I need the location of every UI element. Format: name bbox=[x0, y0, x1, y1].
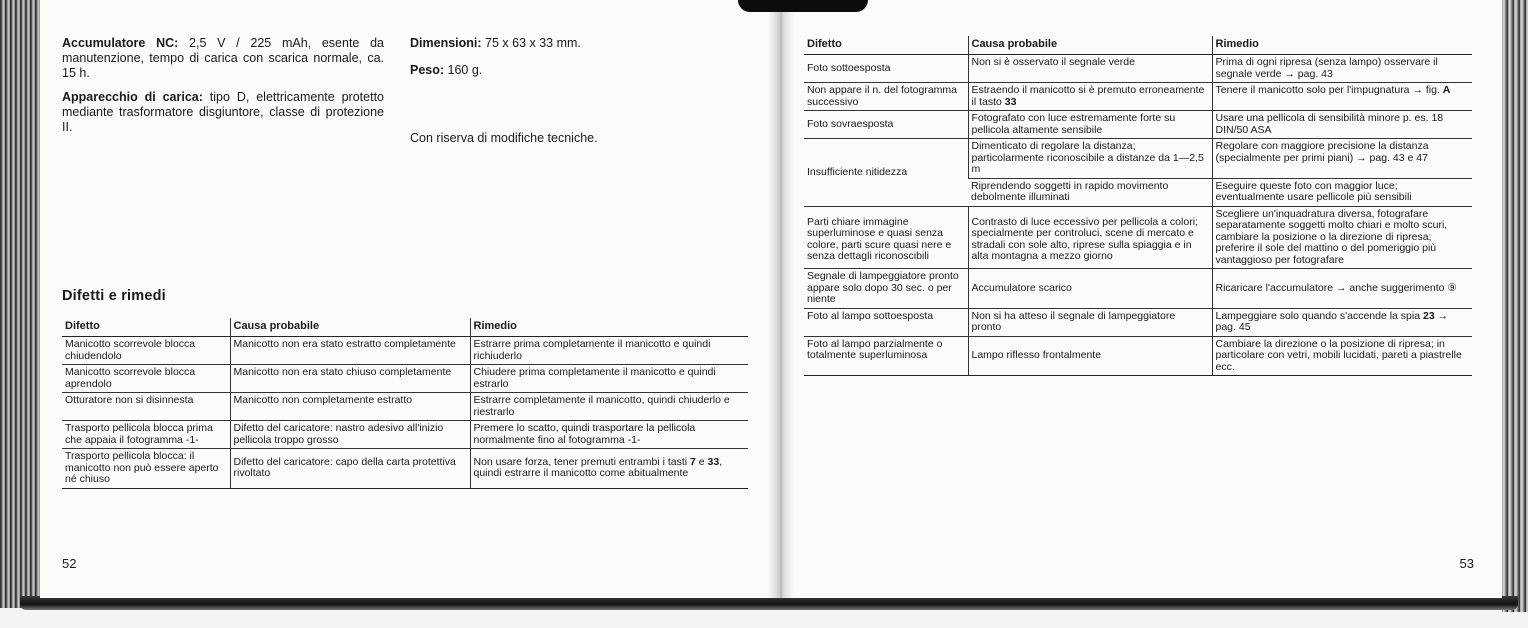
book-gutter bbox=[768, 0, 794, 598]
cell-cause: Manicotto non era stato estratto completamente bbox=[230, 337, 470, 365]
table-row bbox=[62, 337, 748, 365]
cell-cause: Contrasto di luce eccessivo per pellicola a colori; specialmente per controluci, scene di mercato e stradali con sole alto, riprese sulla spiaggia e in alta montagna a mezzo giorno bbox=[968, 206, 1212, 269]
cell-cause: Difetto del caricatore: nastro adesivo all'inizio pellicola troppo grosso bbox=[230, 421, 470, 449]
table-row bbox=[804, 269, 1472, 309]
table-row bbox=[804, 308, 1472, 336]
cell-defect: Manicotto scorrevole blocca aprendolo bbox=[62, 365, 230, 393]
specs-column-left bbox=[62, 36, 384, 144]
table-row bbox=[804, 206, 1472, 269]
table-row bbox=[804, 111, 1472, 139]
header-remedy: Rimedio bbox=[470, 318, 748, 337]
cell-remedy: Eseguire queste foto con maggior luce; eventualmente usare pellicole più sensibili bbox=[1212, 178, 1472, 206]
cell-cause: Non si è osservato il segnale verde bbox=[968, 55, 1212, 83]
spec-charger-text: tipo D, elettricamente protetto mediante trasformatore disgiuntore, classe di protezione II. bbox=[62, 90, 384, 134]
cell-remedy bbox=[1212, 83, 1472, 111]
defects-table-left bbox=[62, 318, 748, 489]
table-header-row bbox=[62, 318, 748, 337]
table-row bbox=[62, 393, 748, 421]
page-number-left: 52 bbox=[62, 556, 77, 571]
book-spine-top bbox=[738, 0, 868, 12]
cell-cause: Accumulatore scarico bbox=[968, 269, 1212, 309]
page-edges-right bbox=[1502, 0, 1528, 612]
cell-remedy: Estrarre completamente il manicotto, quindi chiuderlo e riestrarlo bbox=[470, 393, 748, 421]
cell-defect: Otturatore non si disinnesta bbox=[62, 393, 230, 421]
remedy-text-c: , quindi estrarre il manicotto come abitualmente bbox=[473, 455, 723, 480]
header-defect: Difetto bbox=[804, 36, 968, 55]
specs-column-right bbox=[410, 36, 740, 90]
cell-remedy: Premere lo scatto, quindi trasportare la pellicola normalmente fino al fotogramma -1- bbox=[470, 421, 748, 449]
cell-defect: Parti chiare immagine superluminose e quasi senza colore, parti scure quasi nere e senza dettagli riconoscibili bbox=[804, 206, 968, 269]
cell-defect: Non appare il n. del fotogramma successivo bbox=[804, 83, 968, 111]
remedy-text-a: Non usare forza, tener premuti entrambi i tasti bbox=[473, 455, 691, 468]
cell-defect: Foto sovraesposta bbox=[804, 111, 968, 139]
key-ref: 7 bbox=[690, 455, 696, 468]
table-row bbox=[804, 55, 1472, 83]
cell-cause: Lampo riflesso frontalmente bbox=[968, 336, 1212, 376]
header-cause: Causa probabile bbox=[968, 36, 1212, 55]
technical-changes-notice: Con riserva di modifiche tecniche. bbox=[410, 131, 598, 145]
key-ref: 33 bbox=[1004, 95, 1017, 108]
cause-text: Estraendo il manicotto si è premuto erroneamente il tasto bbox=[971, 84, 1205, 108]
cell-remedy: Regolare con maggiore precisione la distanza (specialmente per primi piani) → pag. 43 e 47 bbox=[1212, 139, 1472, 179]
defects-table-right bbox=[804, 36, 1472, 376]
header-remedy: Rimedio bbox=[1212, 36, 1472, 55]
cell-cause: Manicotto non era stato chiuso completamente bbox=[230, 365, 470, 393]
table-header-row bbox=[804, 36, 1472, 55]
spec-dimensions-label: Dimensioni: bbox=[410, 36, 482, 50]
spec-weight-label: Peso: bbox=[410, 63, 445, 77]
header-defect: Difetto bbox=[62, 318, 230, 337]
key-ref: 23 bbox=[1422, 309, 1435, 322]
right-page bbox=[780, 0, 1502, 598]
cell-remedy bbox=[470, 449, 748, 489]
page-edges-left bbox=[0, 0, 40, 608]
spec-charger-label: Apparecchio di carica: bbox=[62, 90, 203, 104]
table-row bbox=[62, 421, 748, 449]
spec-weight bbox=[410, 63, 740, 78]
cell-remedy: Ricaricare l'accumulatore → anche suggerimento ⑨ bbox=[1212, 269, 1472, 309]
cell-cause: Dimenticato di regolare la distanza; particolarmente riconoscibile a distanze da 1—2,5 m bbox=[968, 139, 1212, 179]
page-number-right: 53 bbox=[1459, 556, 1474, 571]
spec-charger bbox=[62, 90, 384, 135]
left-page bbox=[40, 0, 780, 598]
cell-cause: Riprendendo soggetti in rapido movimento debolmente illuminati bbox=[968, 178, 1212, 206]
cell-remedy: Prima di ogni ripresa (senza lampo) osservare il segnale verde → pag. 43 bbox=[1212, 55, 1472, 83]
cell-defect: Insufficiente nitidezza bbox=[804, 139, 968, 207]
header-cause: Causa probabile bbox=[230, 318, 470, 337]
key-ref: 33 bbox=[707, 455, 720, 468]
spec-battery-label: Accumulatore NC: bbox=[62, 36, 179, 50]
remedy-text: Lampeggiare solo quando s'accende la spia bbox=[1215, 309, 1423, 322]
spec-battery bbox=[62, 36, 384, 81]
remedy-text: Tenere il manicotto solo per l'impugnatura → fig. bbox=[1215, 84, 1443, 96]
spec-dimensions bbox=[410, 36, 740, 51]
cell-cause bbox=[968, 83, 1212, 111]
cell-cause: Non si ha atteso il segnale di lampeggiatore pronto bbox=[968, 308, 1212, 336]
cell-cause: Manicotto non completamente estratto bbox=[230, 393, 470, 421]
cell-remedy bbox=[1212, 308, 1472, 336]
cell-remedy: Cambiare la direzione o la posizione di ripresa; in particolare con vetri, mobili lucidati, pareti a piastrelle ecc. bbox=[1212, 336, 1472, 376]
cell-defect: Segnale di lampeggiatore pronto appare solo dopo 30 sec. o per niente bbox=[804, 269, 968, 309]
cell-defect: Trasporto pellicola blocca prima che appaia il fotogramma -1- bbox=[62, 421, 230, 449]
table-row bbox=[62, 449, 748, 489]
spec-dimensions-text: 75 x 63 x 33 mm. bbox=[485, 36, 581, 50]
table-row bbox=[804, 139, 1472, 179]
figure-ref: A bbox=[1442, 84, 1451, 96]
cell-remedy: Scegliere un'inquadratura diversa, fotografare separatamente soggetti molto chiari e molto scuri, cambiare la posizione o la direzione di ripresa; preferire il sole del mattino o del pomeriggio più vantaggioso per fotografare bbox=[1212, 206, 1472, 269]
table-row bbox=[804, 336, 1472, 376]
cell-defect: Foto al lampo parzialmente o totalmente superluminosa bbox=[804, 336, 968, 376]
book-bottom-edge bbox=[20, 596, 1518, 610]
remedy-text-b: e bbox=[695, 455, 708, 468]
cell-remedy: Estrarre prima completamente il manicotto e quindi richiuderlo bbox=[470, 337, 748, 365]
cell-cause: Fotografato con luce estremamente forte su pellicola altamente sensibile bbox=[968, 111, 1212, 139]
cell-defect: Foto sottoesposta bbox=[804, 55, 968, 83]
spec-battery-text: 2,5 V / 225 mAh, esente da manutenzione, tempo di carica con scarica normale, ca. 15 h. bbox=[62, 36, 384, 80]
cell-remedy: Chiudere prima completamente il manicotto e quindi estrarlo bbox=[470, 365, 748, 393]
cell-defect: Foto al lampo sottoesposta bbox=[804, 308, 968, 336]
table-row bbox=[804, 83, 1472, 111]
cell-defect: Manicotto scorrevole blocca chiudendolo bbox=[62, 337, 230, 365]
remedy-text-b: → pag. 45 bbox=[1215, 309, 1449, 333]
cell-defect: Trasporto pellicola blocca: il manicotto non può essere aperto né chiuso bbox=[62, 449, 230, 489]
spec-weight-text: 160 g. bbox=[447, 63, 483, 77]
cell-cause: Difetto del caricatore: capo della carta protettiva rivoltato bbox=[230, 449, 470, 489]
table-row bbox=[62, 365, 748, 393]
cell-remedy: Usare una pellicola di sensibilità minore p. es. 18 DIN/50 ASA bbox=[1212, 111, 1472, 139]
section-title: Difetti e rimedi bbox=[62, 288, 166, 304]
